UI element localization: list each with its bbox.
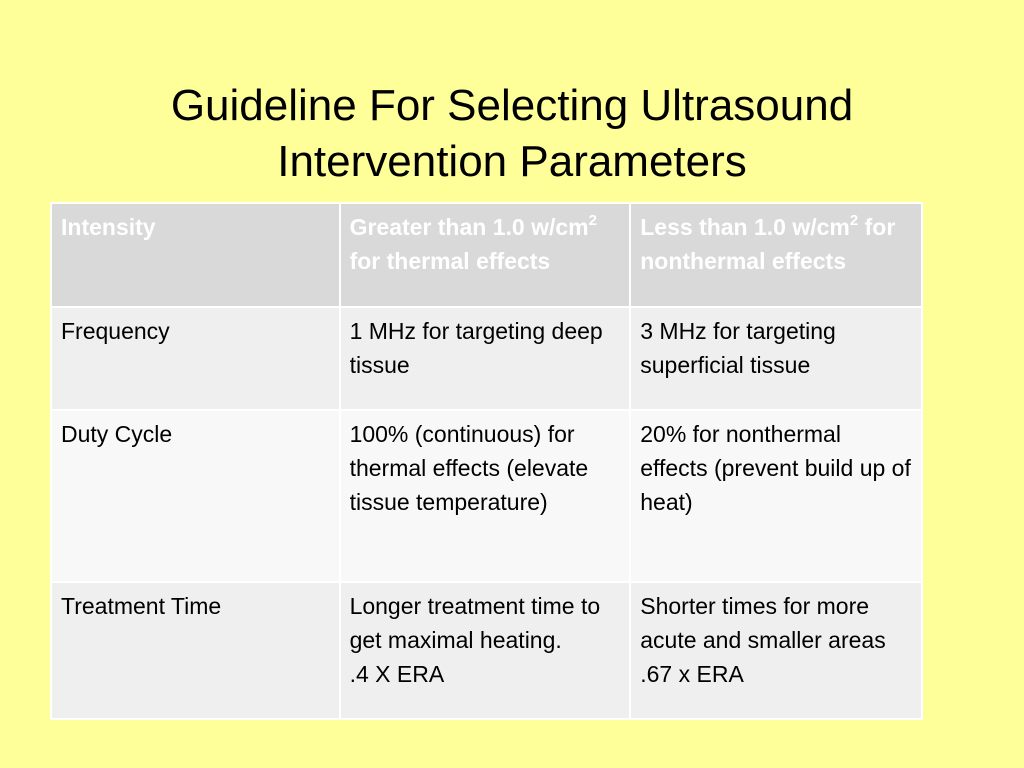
header-cell-thermal xyxy=(340,203,631,307)
header-nonthermal-text: Less than 1.0 w/cm xyxy=(640,214,850,240)
frequency-thermal-text: 1 MHz for targeting deep tissue xyxy=(349,318,603,378)
frequency-label: Frequency xyxy=(61,318,170,344)
title-line-1: Guideline For Selecting Ultrasound xyxy=(170,81,854,130)
duty-cycle-nonthermal-text: 20% for nonthermal effects (prevent build up of heat) xyxy=(640,421,911,515)
header-thermal-text: Greater than 1.0 w/cm xyxy=(349,214,589,240)
table-row-frequency xyxy=(51,307,922,410)
header-cell-intensity xyxy=(51,203,340,307)
table-row-duty-cycle xyxy=(51,410,922,582)
duty-cycle-nonthermal-cell xyxy=(630,410,922,582)
header-cell-nonthermal xyxy=(630,203,922,307)
treatment-time-thermal-era: .4 X ERA xyxy=(349,661,445,687)
treatment-time-nonthermal-text: Shorter times for more acute and smaller areas xyxy=(640,593,886,653)
parameters-table xyxy=(50,202,923,720)
row-label-duty-cycle xyxy=(51,410,340,582)
slide-title xyxy=(0,78,1024,190)
treatment-time-label: Treatment Time xyxy=(61,593,222,619)
frequency-nonthermal-text: 3 MHz for targeting superficial tissue xyxy=(640,318,836,378)
frequency-nonthermal-cell xyxy=(630,307,922,410)
duty-cycle-thermal-cell xyxy=(340,410,631,582)
header-intensity-label: Intensity xyxy=(61,214,156,240)
treatment-time-thermal-cell xyxy=(340,582,631,719)
treatment-time-nonthermal-cell xyxy=(630,582,922,719)
table-row-treatment-time xyxy=(51,582,922,719)
header-thermal-suffix: for thermal effects xyxy=(349,248,551,274)
header-thermal-superscript: 2 xyxy=(588,212,597,229)
row-label-treatment-time xyxy=(51,582,340,719)
header-nonthermal-superscript: 2 xyxy=(849,212,859,229)
frequency-thermal-cell xyxy=(340,307,631,410)
duty-cycle-label: Duty Cycle xyxy=(61,421,173,447)
treatment-time-nonthermal-era: .67 x ERA xyxy=(640,661,744,687)
duty-cycle-thermal-text: 100% (continuous) for thermal effects (elevate tissue temperature) xyxy=(349,421,589,515)
title-line-2: Intervention Parameters xyxy=(277,137,747,186)
header-nonthermal-suffix: for nonthermal effects xyxy=(640,214,896,274)
table-header-row xyxy=(51,203,922,307)
row-label-frequency xyxy=(51,307,340,410)
treatment-time-thermal-text: Longer treatment time to get maximal heating. xyxy=(349,593,601,653)
